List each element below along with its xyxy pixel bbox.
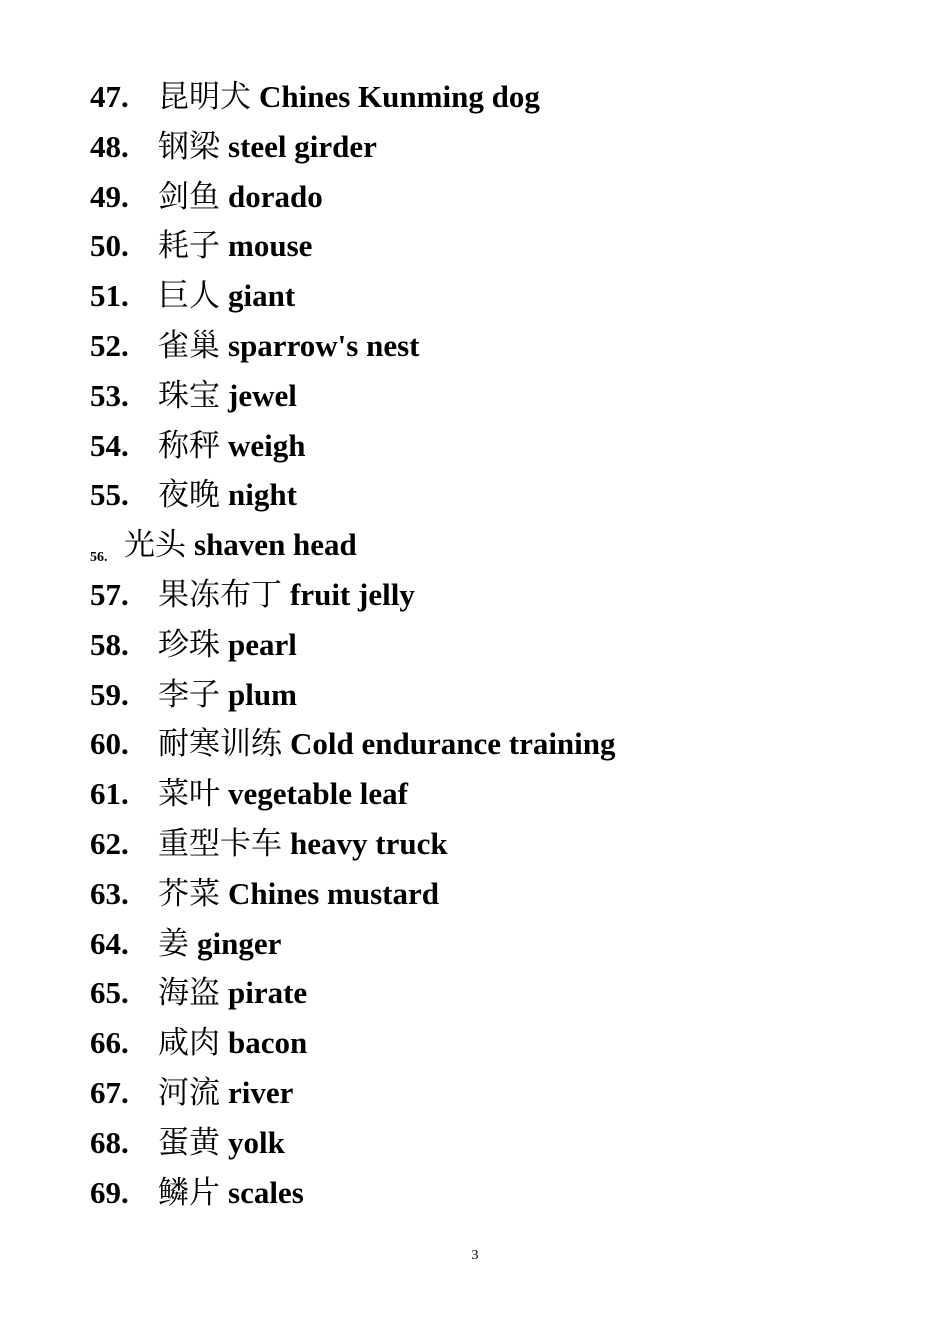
english-term: bacon (228, 1025, 308, 1061)
item-number: 60. (90, 726, 129, 762)
english-term: scales (228, 1174, 304, 1210)
list-item (90, 72, 616, 122)
english-term: Chines mustard (228, 875, 440, 911)
list-item (90, 670, 616, 720)
english-term: heavy truck (290, 825, 448, 861)
english-term: Cold endurance training (290, 726, 616, 762)
list-item (90, 172, 616, 222)
english-term: giant (228, 278, 296, 314)
chinese-term: 雀巢 (158, 327, 220, 364)
english-term: jewel (228, 377, 297, 413)
list-item (90, 869, 616, 919)
list-item (90, 271, 616, 321)
chinese-term: 菜叶 (158, 776, 220, 813)
english-term: mouse (228, 228, 313, 264)
chinese-term: 耐寒训练 (158, 726, 282, 763)
list-item (90, 421, 616, 471)
chinese-term: 芥菜 (158, 875, 220, 912)
english-term: steel girder (228, 128, 377, 164)
list-item (90, 1168, 616, 1218)
item-number: 53. (90, 377, 129, 413)
english-term: ginger (197, 925, 282, 961)
chinese-term: 称秤 (158, 427, 220, 464)
item-number: 69. (90, 1174, 129, 1210)
chinese-term: 珠宝 (158, 377, 220, 414)
list-item (90, 470, 616, 520)
item-number: 59. (90, 676, 129, 712)
chinese-term: 夜晚 (158, 477, 220, 514)
chinese-term: 光头 (124, 527, 186, 564)
item-number: 61. (90, 776, 129, 812)
chinese-term: 姜 (158, 925, 189, 962)
item-number: 64. (90, 925, 129, 961)
item-number: 50. (90, 228, 129, 264)
chinese-term: 河流 (158, 1074, 220, 1111)
english-term: yolk (228, 1124, 285, 1160)
chinese-term: 果冻布丁 (158, 576, 282, 613)
english-term: plum (228, 676, 297, 712)
english-term: shaven head (194, 527, 357, 563)
item-number: 58. (90, 626, 129, 662)
english-term: weigh (228, 427, 306, 463)
chinese-term: 钢梁 (158, 128, 220, 165)
english-term: dorado (228, 178, 323, 214)
chinese-term: 珍珠 (158, 626, 220, 663)
chinese-term: 剑鱼 (158, 178, 220, 215)
list-item (90, 1118, 616, 1168)
item-number: 65. (90, 975, 129, 1011)
list-item (90, 968, 616, 1018)
item-number: 62. (90, 825, 129, 861)
list-item (90, 570, 616, 620)
chinese-term: 巨人 (158, 278, 220, 315)
list-item (90, 620, 616, 670)
english-term: Chines Kunming dog (259, 79, 540, 114)
page-number: 3 (471, 1248, 479, 1263)
item-number: 48. (90, 128, 129, 164)
english-term: fruit jelly (290, 576, 415, 612)
list-item (90, 1068, 616, 1118)
english-term: night (228, 477, 297, 513)
item-number: 52. (90, 327, 129, 363)
list-item (90, 221, 616, 271)
english-term: river (228, 1074, 294, 1110)
item-number: 67. (90, 1074, 129, 1110)
english-term: pirate (228, 975, 308, 1011)
list-item (90, 520, 616, 570)
item-number: 54. (90, 427, 129, 463)
item-number: 55. (90, 477, 129, 513)
item-number: 56. (90, 550, 108, 566)
list-item (90, 719, 616, 769)
chinese-term: 重型卡车 (158, 825, 282, 862)
item-number: 68. (90, 1124, 129, 1160)
english-term: pearl (228, 626, 297, 662)
list-item (90, 122, 616, 172)
english-term: sparrow's nest (228, 327, 420, 363)
list-item (90, 371, 616, 421)
vocabulary-list (90, 72, 616, 1217)
list-item (90, 321, 616, 371)
chinese-term: 蛋黄 (158, 1124, 220, 1161)
english-term: vegetable leaf (228, 776, 408, 812)
item-number: 57. (90, 576, 129, 612)
item-number: 51. (90, 278, 129, 314)
chinese-term: 海盗 (158, 975, 220, 1012)
item-number: 47. (90, 79, 129, 114)
list-item (90, 819, 616, 869)
list-item (90, 769, 616, 819)
item-number: 66. (90, 1025, 129, 1061)
chinese-term: 李子 (158, 676, 220, 713)
list-item (90, 1018, 616, 1068)
chinese-term: 耗子 (158, 228, 220, 265)
list-item (90, 919, 616, 969)
item-number: 63. (90, 875, 129, 911)
chinese-term: 咸肉 (158, 1025, 220, 1062)
chinese-term: 鳞片 (158, 1174, 220, 1211)
item-number: 49. (90, 178, 129, 214)
chinese-term: 昆明犬 (158, 79, 251, 115)
